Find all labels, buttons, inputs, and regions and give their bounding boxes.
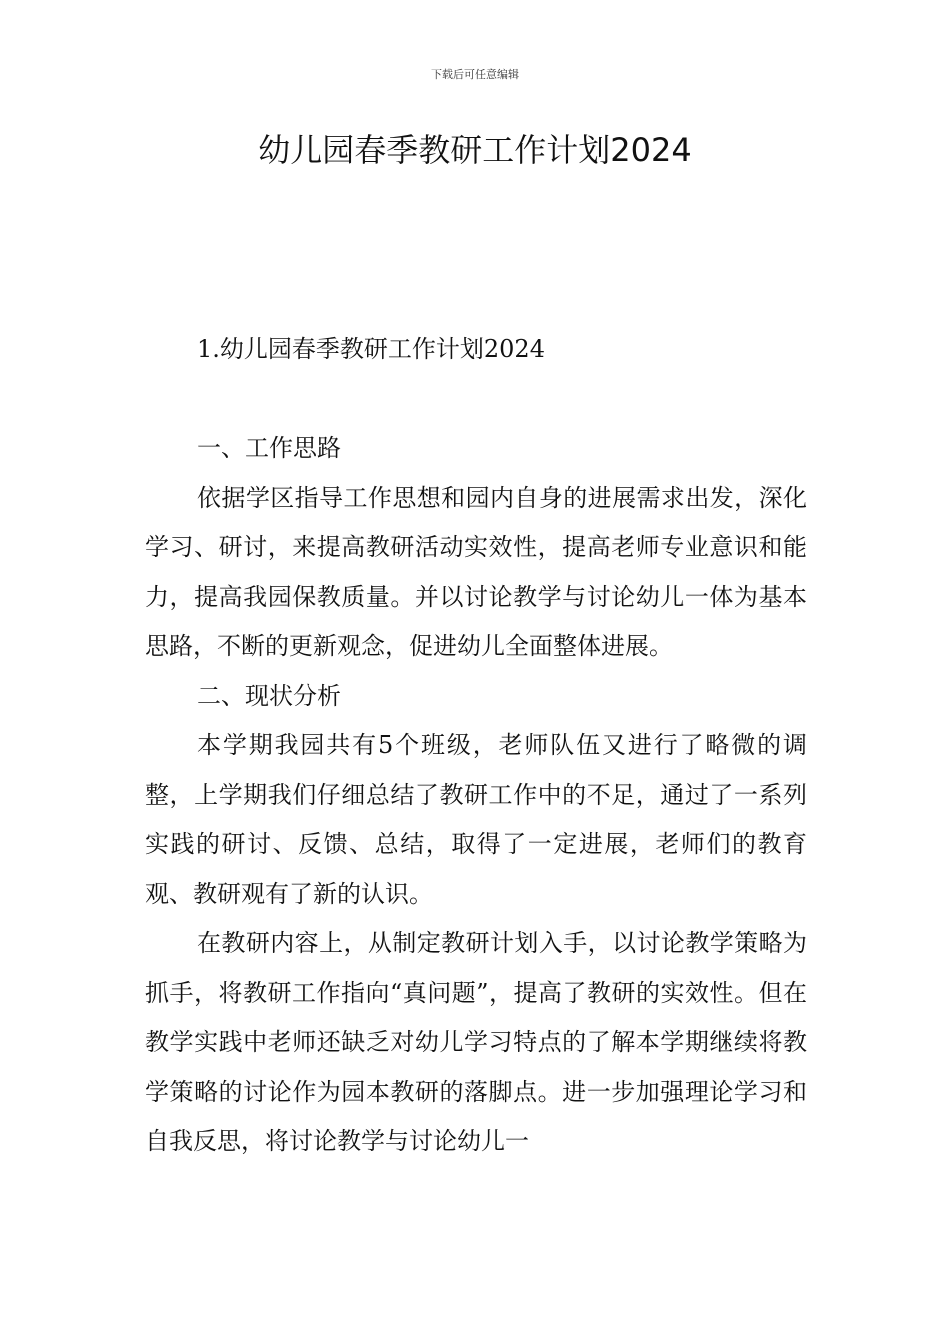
document-title: 幼儿园春季教研工作计划2024 [258, 131, 692, 169]
paragraph-work-approach: 依据学区指导工作思想和园内自身的进展需求出发，深化学习、研讨，来提高教研活动实效性，提高老师专业意识和能力，提高我园保教质量。并以讨论教学与讨论幼儿一体为基本思路，不断的更新观念，促进幼儿全面整体进展。 [145, 483, 807, 660]
header-note: 下载后可任意编辑 [431, 68, 519, 81]
paragraph-status-analysis: 本学期我园共有5个班级，老师队伍又进行了略微的调整，上学期我们仔细总结了教研工作中的不足，通过了一系列实践的研讨、反馈、总结，取得了一定进展，老师们的教育观、教研观有了新的认识。 [145, 731, 807, 908]
document-body [145, 424, 807, 1167]
paragraph-teaching-research: 在教研内容上，从制定教研计划入手，以讨论教学策略为抓手，将教研工作指向“真问题”，提高了教研的实效性。但在教学实践中老师还缺乏对幼儿学习特点的了解本学期继续将教学策略的讨论作为园本教研的落脚点。进一步加强理论学习和自我反思，将讨论教学与讨论幼儿一 [145, 929, 807, 1155]
heading-work-approach: 一、工作思路 [197, 434, 341, 462]
heading-status-analysis: 二、现状分析 [197, 681, 341, 710]
section-subtitle: 1.幼儿园春季教研工作计划2024 [197, 335, 545, 363]
